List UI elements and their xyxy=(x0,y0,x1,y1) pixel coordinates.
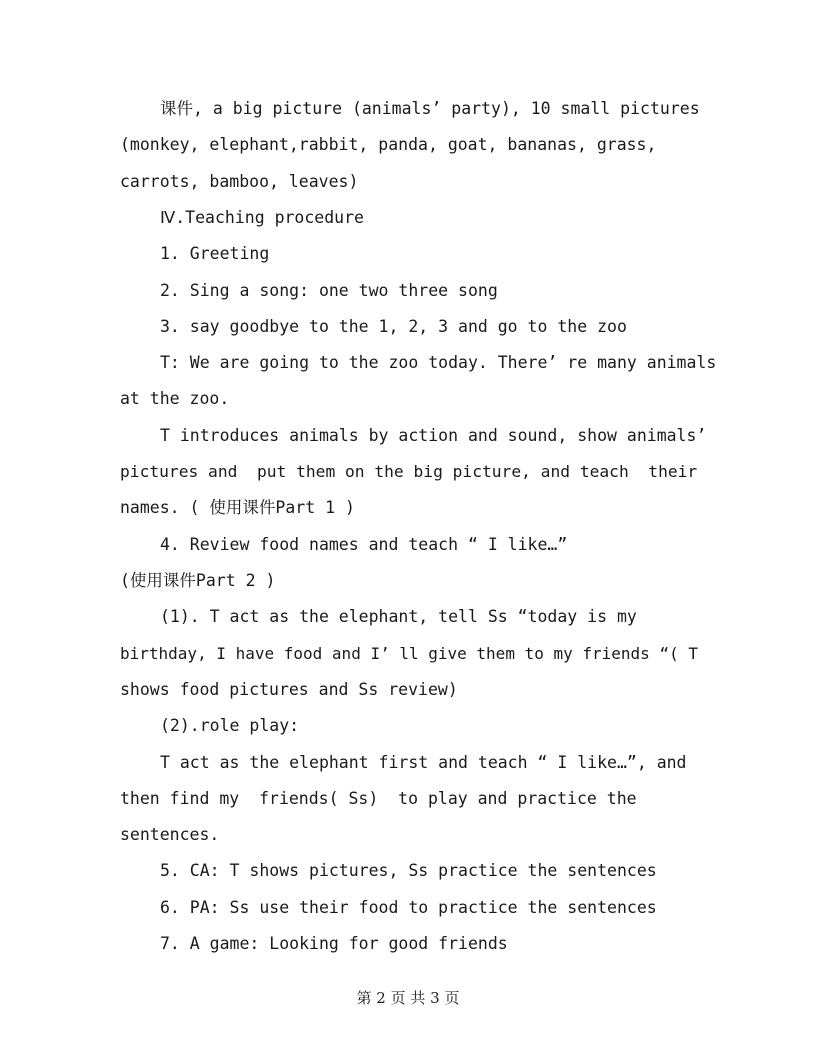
text-line: (使用课件Part 2 ) xyxy=(120,571,276,590)
section-heading: Ⅳ.Teaching procedure xyxy=(160,208,364,227)
text-line: then find my friends( Ss) to play and practice the xyxy=(120,789,637,808)
text-line: shows food pictures and Ss review) xyxy=(120,680,458,699)
list-item: 7. A game: Looking for good friends xyxy=(160,934,508,953)
text-line: sentences. xyxy=(120,825,220,844)
page-number-footer: 第 2 页 共 3 页 xyxy=(356,989,460,1007)
list-item: 5. CA: T shows pictures, Ss practice the sentences xyxy=(160,861,657,880)
text-line: T: We are going to the zoo today. There’ re many animals xyxy=(160,353,717,372)
text-line: pictures and put them on the big picture, and teach their xyxy=(120,462,698,481)
text-line: (monkey, elephant,rabbit, panda, goat, bananas, grass, xyxy=(120,135,657,154)
text-line: T introduces animals by action and sound, show animals’ xyxy=(160,426,707,445)
text-line: birthday, I have food and I’ ll give them to my friends “( T xyxy=(120,644,698,663)
list-item: 1. Greeting xyxy=(160,244,270,263)
text-line: (2).role play: xyxy=(160,716,300,735)
list-item: 2. Sing a song: one two three song xyxy=(160,281,498,300)
list-item: 6. PA: Ss use their food to practice the sentences xyxy=(160,898,657,917)
text-line: names. ( 使用课件Part 1 ) xyxy=(120,498,355,517)
text-line: at the zoo. xyxy=(120,389,230,408)
text-line: 课件, a big picture (animals’ party), 10 small pictures xyxy=(160,99,700,118)
list-item: 3. say goodbye to the 1, 2, 3 and go to the zoo xyxy=(160,317,627,336)
text-line: T act as the elephant first and teach “ I like…”, and xyxy=(160,753,687,772)
list-item: 4. Review food names and teach “ I like…” xyxy=(160,535,568,554)
text-line: carrots, bamboo, leaves) xyxy=(120,172,359,191)
text-line: (1). T act as the elephant, tell Ss “today is my xyxy=(160,607,637,626)
